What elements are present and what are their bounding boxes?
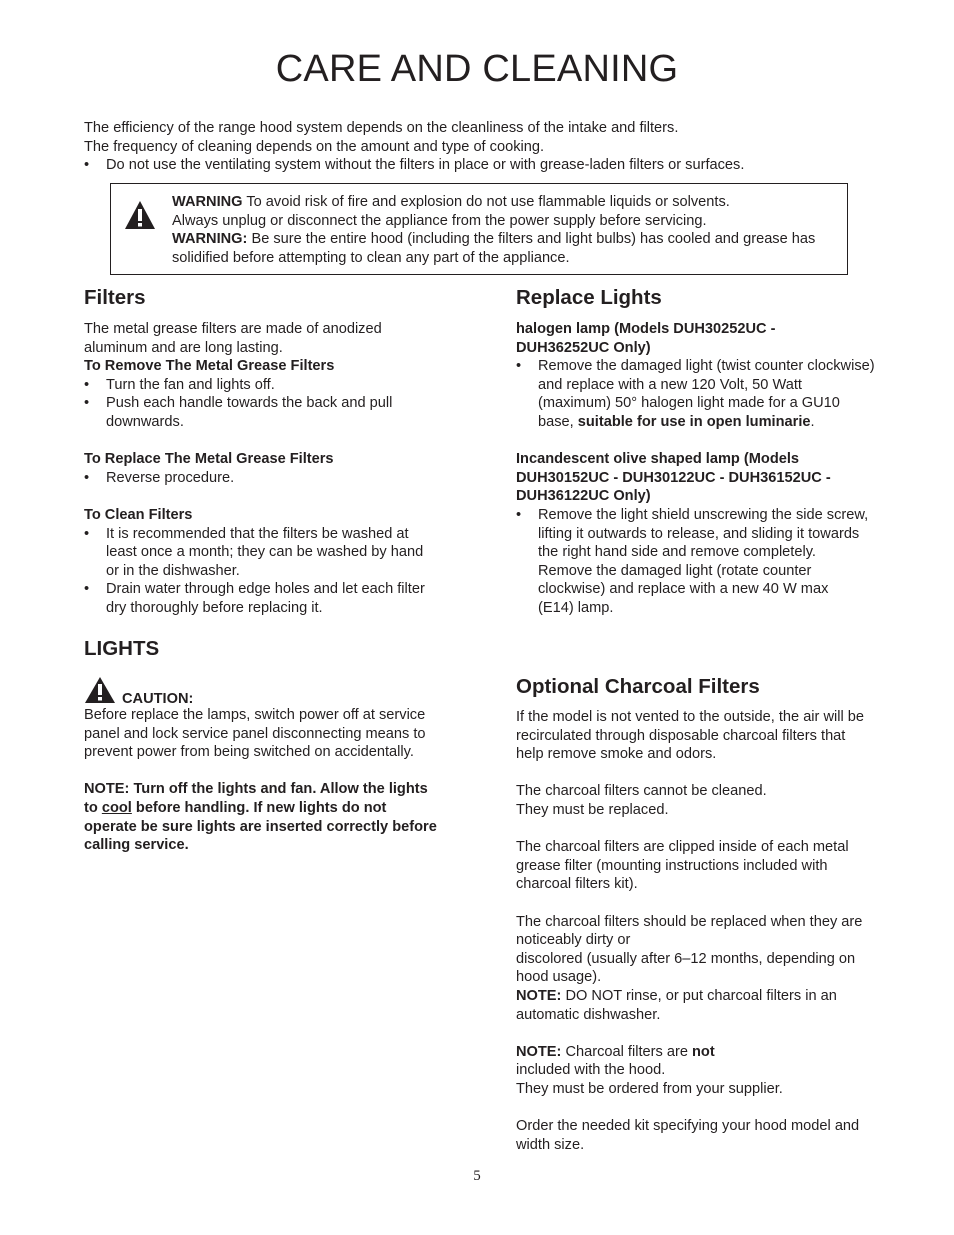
filters-desc: aluminum and are long lasting. xyxy=(84,339,283,356)
remove-filters-list xyxy=(84,376,444,432)
charcoal-paragraph: The charcoal filters cannot be cleaned. xyxy=(516,783,767,800)
charcoal-note: NOTE: DO NOT rinse, or put charcoal filters in an automatic dishwasher. xyxy=(516,987,837,1023)
intro xyxy=(84,119,874,175)
warning-line: solidified before attempting to clean any part of the appliance. xyxy=(172,249,570,266)
filters-section xyxy=(84,320,444,618)
clean-filters-heading: To Clean Filters xyxy=(84,506,193,523)
charcoal-note-line: They must be ordered from your supplier. xyxy=(516,1080,783,1097)
lights-note: NOTE: Turn off the lights and fan. Allow the lights to cool before handling. If new lights do not operate be sure lights are inserted correctly before calling service. xyxy=(84,781,437,854)
charcoal-paragraph: discolored (usually after 6–12 months, depending on hood usage). xyxy=(516,950,856,986)
list-item: • It is recommended that the filters be washed at least once a month; they can be washed by hand or in the dishwasher. xyxy=(84,525,424,579)
halogen-list xyxy=(516,357,876,431)
replace-lights-heading: Replace Lights xyxy=(516,286,662,309)
warning-text xyxy=(172,193,872,267)
intro-line: The frequency of cleaning depends on the amount and type of cooking. xyxy=(84,138,545,155)
charcoal-paragraph: If the model is not vented to the outside, the air will be recirculated through disposable charcoal filters that help remove smoke and odors. xyxy=(516,709,865,763)
warning-line: Always unplug or disconnect the appliance from the power supply before servicing. xyxy=(172,212,707,229)
clean-filters-list xyxy=(84,525,444,618)
caution-label: CAUTION: xyxy=(122,691,194,707)
warning-label: WARNING: xyxy=(172,231,248,248)
charcoal-heading: Optional Charcoal Filters xyxy=(516,675,760,698)
charcoal-section xyxy=(516,708,876,1154)
halogen-heading: halogen lamp (Models DUH30252UC - DUH36252UC Only) xyxy=(516,321,776,356)
charcoal-paragraph: They must be replaced. xyxy=(516,801,669,818)
remove-filters-heading: To Remove The Metal Grease Filters xyxy=(84,358,335,375)
intro-bullets xyxy=(84,156,874,175)
replace-filters-list xyxy=(84,469,444,488)
intro-bullet: • Do not use the ventilating system without the filters in place or with grease-laden filters or surfaces. xyxy=(84,157,745,174)
list-item: • Drain water through edge holes and let each filter dry thoroughly before replacing it. xyxy=(84,581,425,616)
warning-line: Be sure the entire hood (including the filters and light bulbs) has cooled and grease has xyxy=(247,231,816,248)
charcoal-note: NOTE: Charcoal filters are not xyxy=(516,1043,715,1060)
filters-heading: Filters xyxy=(84,286,146,309)
replace-lights-section xyxy=(516,320,876,618)
lights-section xyxy=(84,706,440,855)
filters-desc: The metal grease filters are made of anodized xyxy=(84,321,382,337)
page-number: 5 xyxy=(473,1168,481,1184)
list-item: • Turn the fan and lights off. xyxy=(84,376,275,393)
caution-text: Before replace the lamps, switch power off at service panel and lock service panel disconnecting means to prevent power from being switched on accidentally. xyxy=(84,707,426,761)
list-item: • Reverse procedure. xyxy=(84,469,235,486)
charcoal-paragraph: The charcoal filters should be replaced when they are noticeably dirty or xyxy=(516,913,863,949)
list-item: • Push each handle towards the back and pull downwards. xyxy=(84,395,393,430)
charcoal-paragraph: The charcoal filters are clipped inside of each metal grease filter (mounting instructions included with charcoal filters kit). xyxy=(516,839,849,893)
replace-filters-heading: To Replace The Metal Grease Filters xyxy=(84,451,334,468)
charcoal-note-line: included with the hood. xyxy=(516,1062,666,1079)
warning-triangle-icon xyxy=(124,200,156,230)
lights-heading: LIGHTS xyxy=(84,637,160,660)
incandescent-heading: Incandescent olive shaped lamp (Models DUH30152UC - DUH30122UC - DUH36152UC - DUH36122UC Only) xyxy=(516,451,831,505)
caution-triangle-icon xyxy=(84,676,116,704)
page-title: CARE AND CLEANING xyxy=(275,48,679,90)
list-item: • Remove the light shield unscrewing the side screw, lifting it outwards to release, and sliding it towards the right hand side and remove completely. Remove the damaged light (rotate counter clockwise) and replace with a new 40 W max (E14) lamp. xyxy=(516,506,869,616)
warning-label: WARNING xyxy=(172,194,243,210)
warning-line: To avoid risk of fire and explosion do not use flammable liquids or solvents. xyxy=(242,194,730,210)
list-item: • Remove the damaged light (twist counter clockwise) and replace with a new 120 Volt, 50 Watt (maximum) 50° halogen light made for a GU10 base, suitable for use in open luminarie. xyxy=(516,358,875,430)
charcoal-paragraph: Order the needed kit specifying your hood model and width size. xyxy=(516,1118,860,1153)
incandescent-list xyxy=(516,506,876,618)
intro-line: The efficiency of the range hood system depends on the cleanliness of the intake and filters. xyxy=(84,120,679,136)
